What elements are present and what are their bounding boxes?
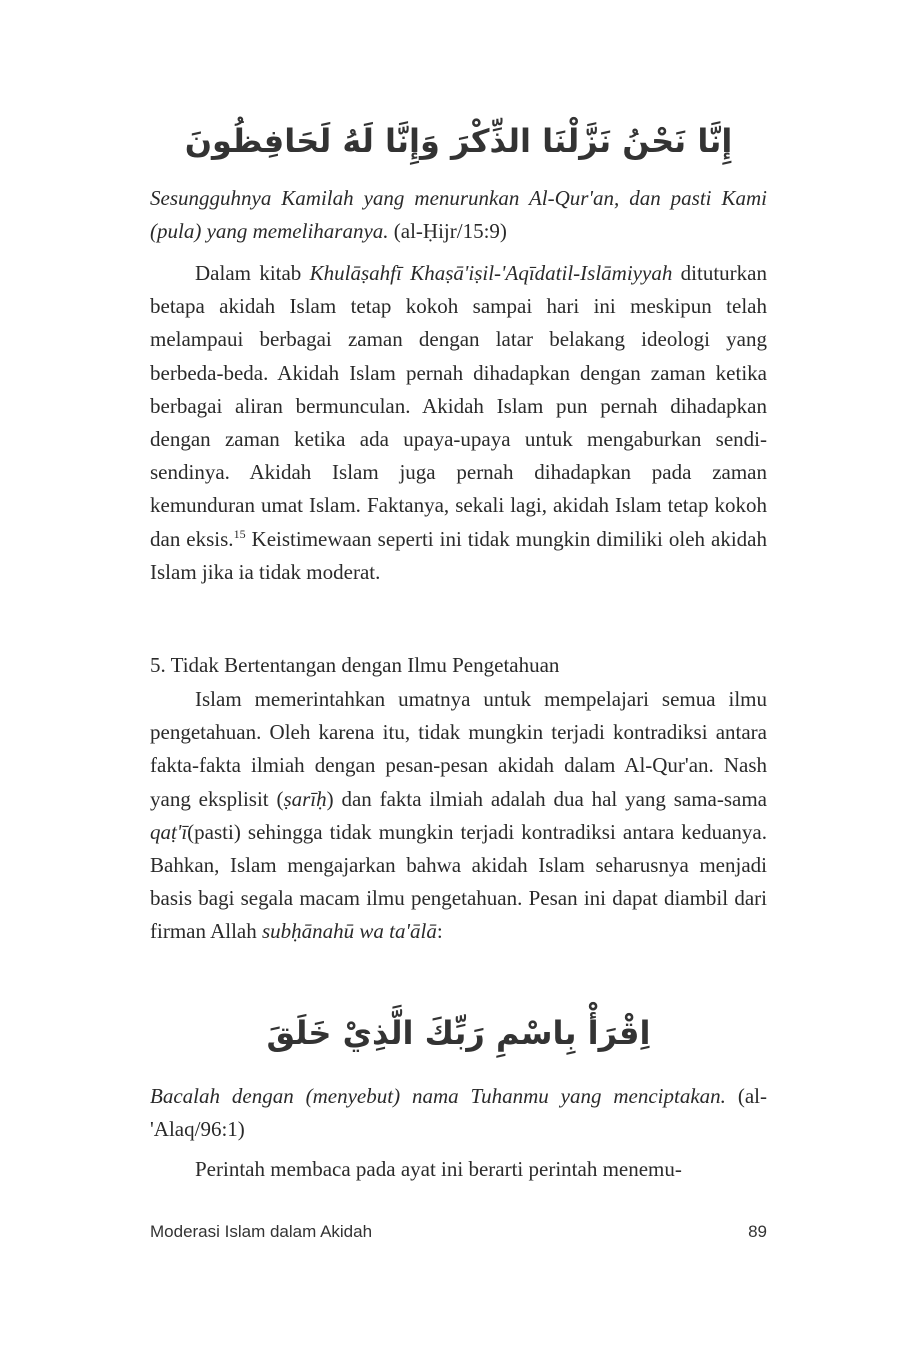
footnote-marker[interactable]: 15 [233, 526, 246, 541]
verse-reference: (al-'Alaq/96:1) [150, 1084, 767, 1141]
paragraph-text: Keistimewaan seperti ini tidak mungkin dimiliki oleh akidah Islam jika ia tidak moderat. [150, 526, 767, 584]
footer-book-title: Moderasi Islam dalam Akidah [150, 1222, 373, 1241]
paragraph-perintah-membaca: Perintah membaca pada ayat ini berarti perintah menemu- [195, 1157, 682, 1181]
paragraph-akidah-kokoh [150, 257, 767, 589]
verse-reference: (al-Ḥijr/15:9) [388, 219, 507, 243]
paragraph-text: ) dan fakta ilmiah adalah dua hal yang sama-sama [326, 786, 767, 811]
verse-translation-al-hijr [150, 182, 767, 248]
section-heading: 5. Tidak Bertentangan dengan Ilmu Pengetahuan [150, 653, 560, 677]
translation-text: Bacalah dengan (menyebut) nama Tuhanmu yang menciptakan. [150, 1084, 726, 1108]
book-title: Khulāṣahfī Khaṣā'iṣil-'Aqīdatil-Islāmiyyah [309, 261, 673, 285]
paragraph-text: dituturkan betapa akidah Islam tetap kokoh sampai hari ini meskipun telah melampaui berbagai zaman dengan latar belakang ideologi yang berbeda-beda. Akidah Islam pernah dihadapkan dengan zaman ketika berbagai aliran bermunculan. Akidah Islam pun pernah dihadapkan dengan zaman ketika ada upaya-upaya untuk mengaburkan sendi-sendinya. Akidah Islam juga pernah dihadapkan pada zaman kemunduran umat Islam. Faktanya, sekali lagi, akidah Islam tetap kokoh dan eksis. [150, 261, 767, 551]
arabic-verse-al-hijr: إِنَّا نَحْنُ نَزَّلْنَا الذِّكْرَ وَإِنَّا لَهُ لَحَافِظُونَ [184, 122, 733, 160]
arabic-term: subḥānahū wa ta'ālā [261, 919, 437, 944]
paragraph-text: Dalam kitab [195, 261, 310, 285]
paragraph-text: (pasti) sehingga tidak mungkin terjadi kontradiksi antara keduanya. Bahkan, Islam mengajarkan bahwa akidah Islam seharusnya menjadi basis bagi segala macam ilmu pengetahuan. Pesan ini dapat diambil dari firman Allah [150, 819, 767, 944]
page-number: 89 [748, 1222, 767, 1241]
arabic-term: ṣarīḥ [283, 786, 327, 811]
translation-text: Sesungguhnya Kamilah yang menurunkan Al-Qur'an, dan pasti Kami (pula) yang memeliharanya. [150, 186, 767, 243]
paragraph-text: : [436, 919, 443, 944]
verse-translation-al-alaq [150, 1080, 767, 1146]
arabic-term: qaṭ'ī [150, 819, 188, 844]
paragraph-text: Islam memerintahkan umatnya untuk mempelajari semua ilmu pengetahuan. Oleh karena itu, tidak mungkin terjadi kontradiksi antara fakta-fakta ilmiah dengan pesan-pesan akidah dalam Al-Qur'an. Nash yang eksplisit ( [150, 687, 767, 811]
arabic-verse-al-alaq: اِقْرَأْ بِاسْمِ رَبِّكَ الَّذِيْ خَلَقَ [266, 1014, 651, 1052]
book-page [150, 0, 767, 1358]
paragraph-ilmu-pengetahuan [150, 683, 767, 949]
page-footer [150, 1222, 767, 1246]
